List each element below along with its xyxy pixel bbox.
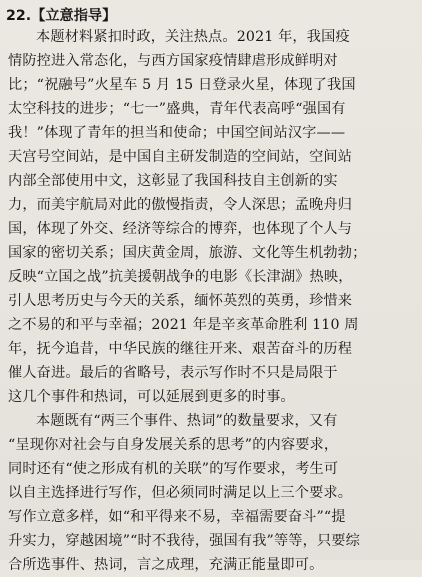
text-line: 力，而美宇航局对此的傲慢指责，令人深思；孟晚舟归	[8, 197, 353, 213]
text-line: 内部全部使用中文，这彰显了我国科技自主创新的实	[8, 173, 338, 189]
text-line: 催人奋进。最后的省略号，表示写作时不只是局限于	[8, 365, 338, 381]
text-line: 写作立意多样，如“和平得来不易，幸福需要奋斗”“提	[8, 509, 346, 525]
text-line: 同时还有“使之形成有机的关联”的写作要求，考生可	[8, 461, 339, 477]
text-line: 国家的密切关系；国庆黄金周，旅游、文化等生机勃勃；	[8, 245, 367, 261]
text-line: 天宫号空间站，是中国自主研发制造的空间站，空间站	[8, 149, 353, 165]
text-line: 引人思考历史与今天的关系，缅怀英烈的英勇，珍惜来	[8, 293, 353, 309]
text-line: 这几个事件和热词，可以延展到更多的时事。	[8, 389, 295, 405]
text-line: 升实力，穿越困境”“时不我待，强国有我”等等，只要综	[8, 533, 360, 549]
text-line: 比；“祝融号”火星车 5 月 15 日登录火星，体现了我国	[8, 77, 356, 93]
text-line: “呈现你对社会与自身发展关系的思考”的内容要求，	[8, 437, 339, 453]
text-line: 国，体现了外交、经济等综合的博弈，也体现了个人与	[8, 221, 353, 237]
text-line: 以自主选择进行写作，但必须同时满足以上三个要求。	[8, 485, 353, 501]
text-line: 反映“立国之战”抗美援朝战争的电影《长津湖》热映，	[8, 269, 353, 285]
text-line: 合所选事件、热词，言之成理，充满正能量即可。	[8, 557, 324, 573]
text-line: 太空科技的进步；“七一”盛典，青年代表高呼“强国有	[8, 101, 346, 117]
question-number: 22.	[6, 8, 32, 24]
text-line: 情防控进入常态化，与西方国家疫情肆虐形成鲜明对	[8, 53, 338, 69]
text-line: 本题既有“两三个事件、热词”的数量要求，又有	[36, 413, 338, 429]
text-line: 我！”体现了青年的担当和使命；中国空间站汉字——	[8, 125, 346, 141]
text-line: 之不易的和平与幸福；2021 年是辛亥革命胜利 110 周	[8, 317, 359, 333]
text-line: 年，抚今追昔，中华民族的继往开来、艰苦奋斗的历程	[8, 341, 353, 357]
section-label: 【立意指导】	[31, 8, 117, 24]
text-line: 本题材料紧扣时政，关注热点。2021 年，我国疫	[36, 29, 350, 45]
